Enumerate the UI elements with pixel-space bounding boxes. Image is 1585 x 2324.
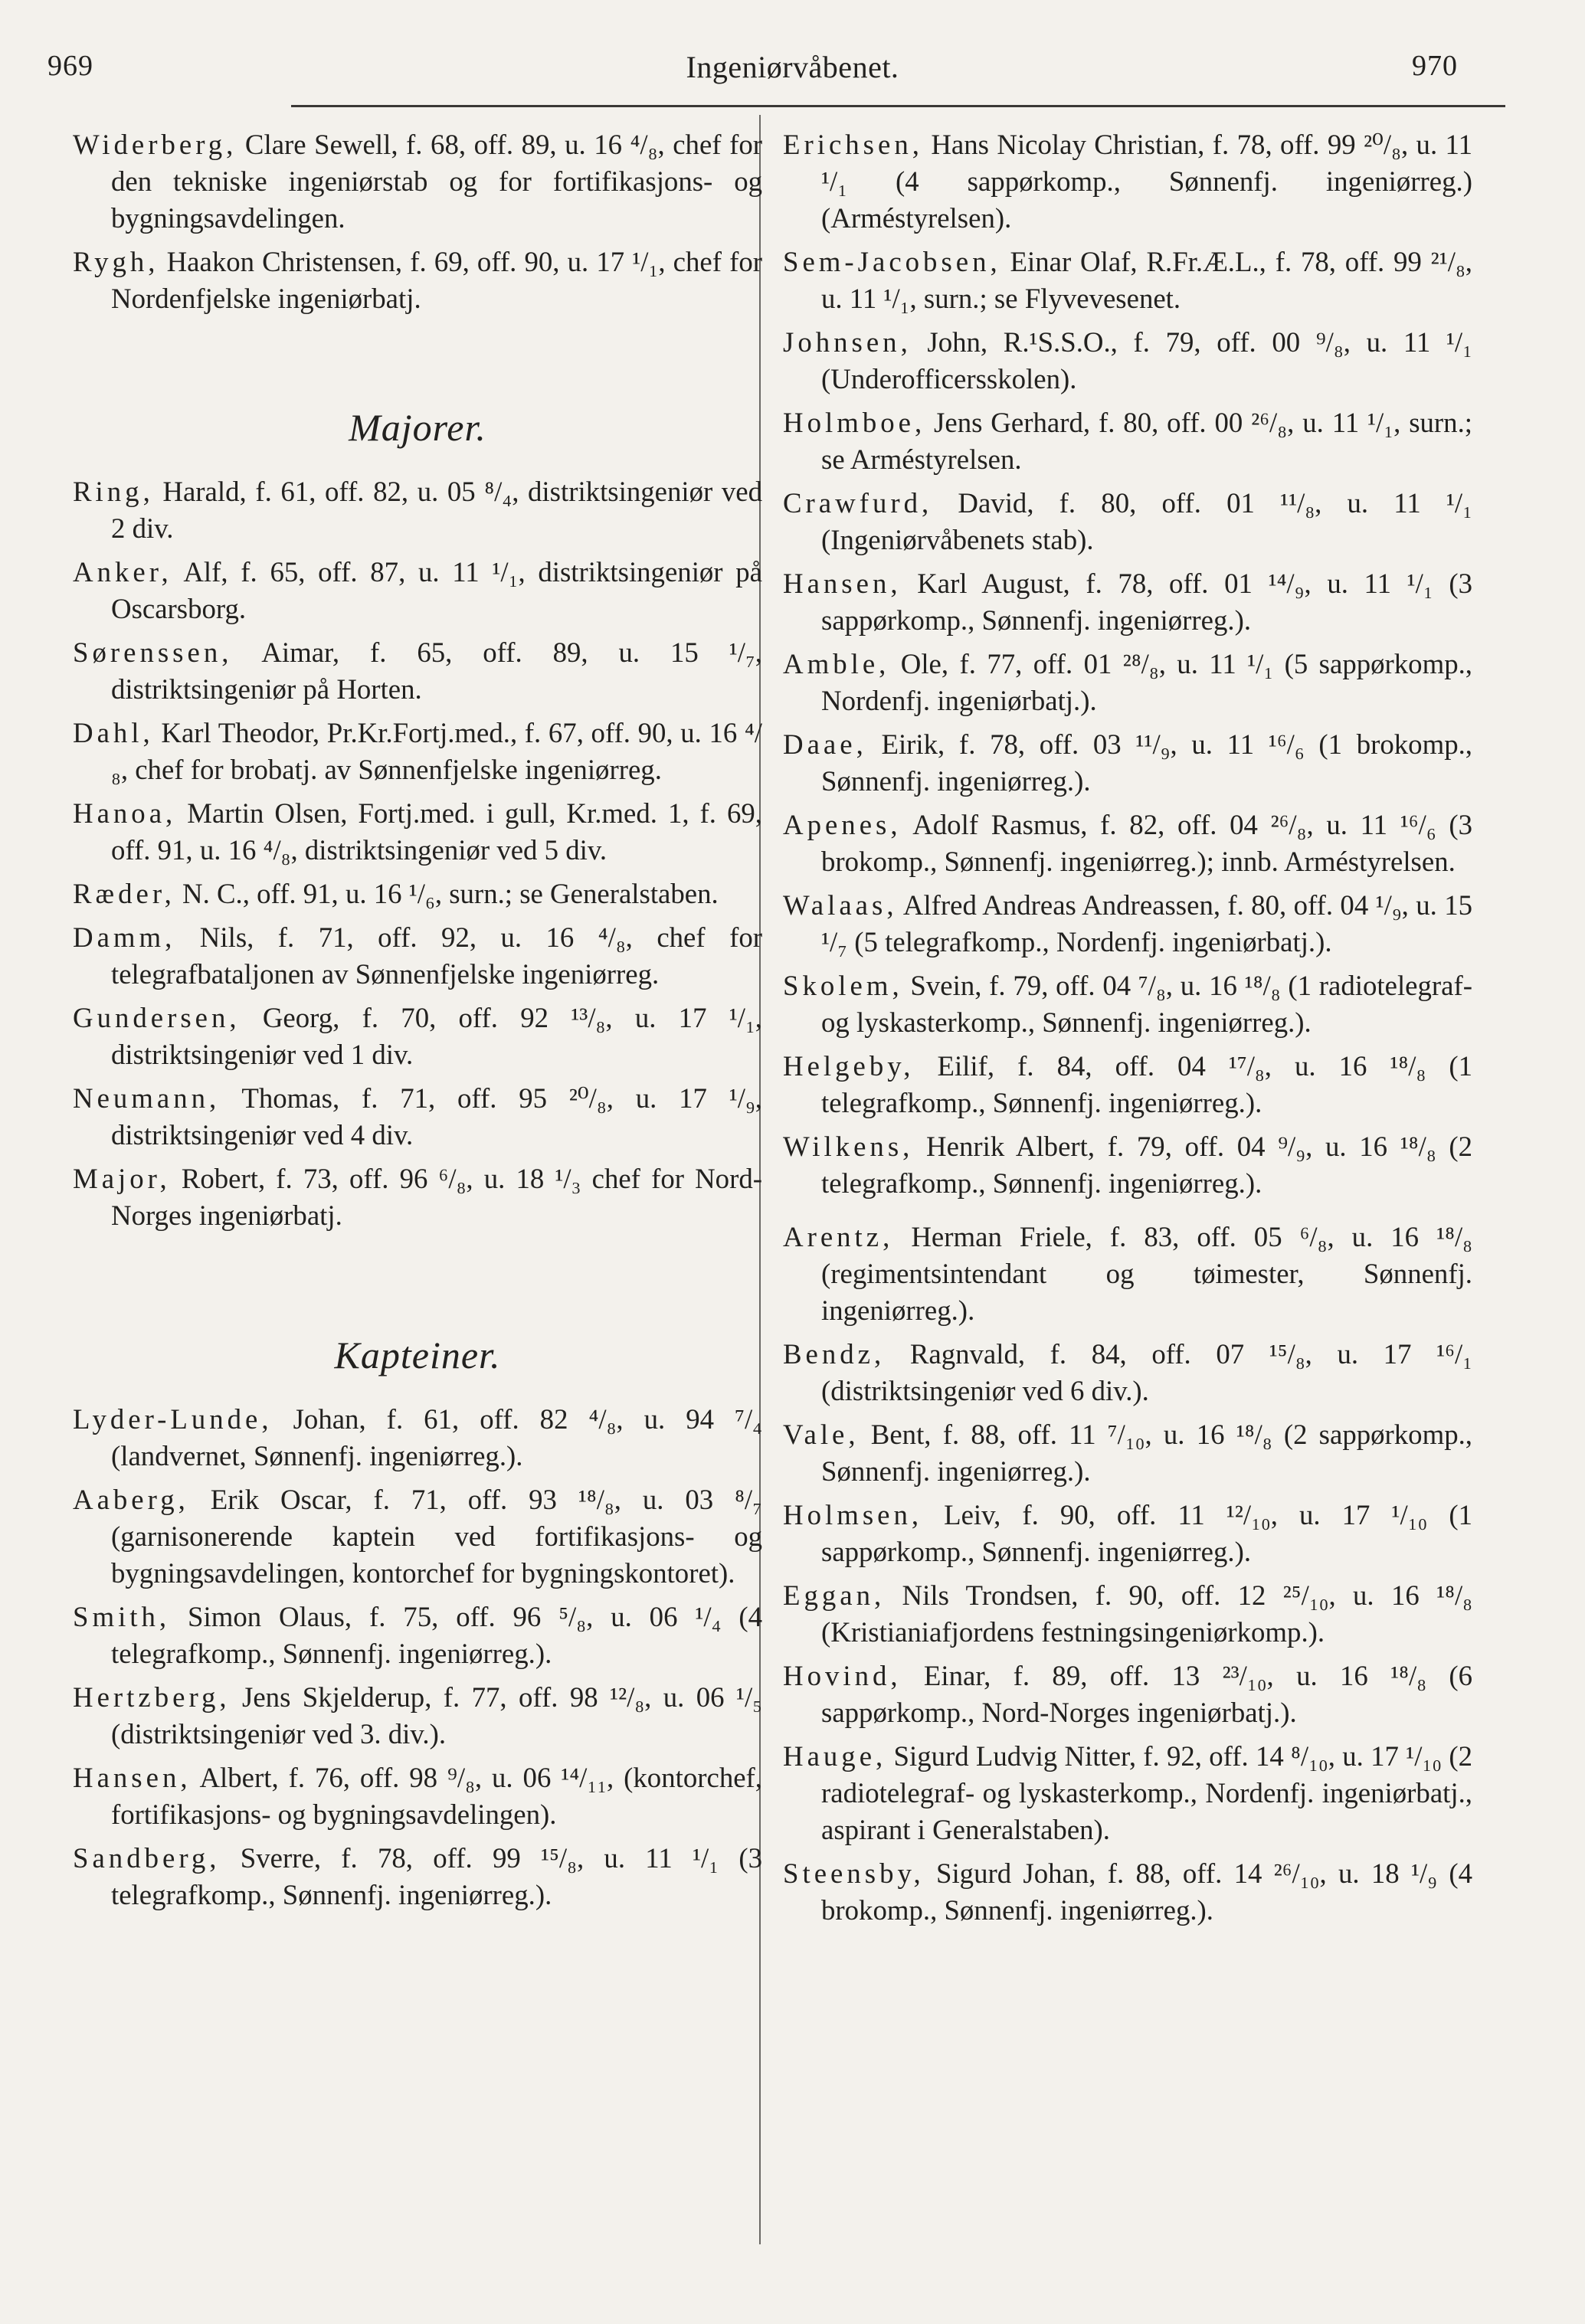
page-number-right: 970 [1412, 50, 1458, 82]
officer-surname: Hertzberg, [73, 1681, 231, 1713]
entry-details: Hans Nicolay Christian, f. 78, off. 99 ²⁰/₈, u. 11 ¹/₁ (4 sappørkomp., Sønnenfj. ingeniørreg.) (Arméstyrelsen). [821, 129, 1472, 234]
entry-details: Jens Skjelderup, f. 77, off. 98 ¹²/₈, u. 06 ¹/₅ (distriktsingeniør ved 3. div.). [111, 1681, 762, 1750]
entry-details: Leiv, f. 90, off. 11 ¹²/₁₀, u. 17 ¹/₁₀ (1 sappørkomp., Sønnenfj. ingeniørreg.). [821, 1499, 1472, 1567]
roster-entry [73, 554, 762, 627]
officer-surname: Hauge, [783, 1740, 887, 1772]
roster-entry [73, 715, 762, 788]
officer-surname: Lyder-Lunde, [73, 1403, 273, 1435]
entry-details: John, R.¹S.S.O., f. 79, off. 00 ⁹/₈, u. 11 ¹/₁ (Underofficersskolen). [821, 326, 1472, 394]
roster-entry [73, 244, 762, 317]
roster-entry [783, 485, 1472, 558]
officer-surname: Widerberg, [73, 129, 237, 160]
officer-surname: Holmsen, [783, 1499, 923, 1530]
entry-details: Clare Sewell, f. 68, off. 89, u. 16 ⁴/₈, chef for den tekniske ingeniørstab og for fortifikasjons- og bygningsavdelingen. [111, 129, 762, 234]
roster-entry [783, 967, 1472, 1041]
entry-details: Johan, f. 61, off. 82 ⁴/₈, u. 94 ⁷/₄ (landvernet, Sønnenfj. ingeniørreg.). [111, 1403, 762, 1471]
entry-details: Henrik Albert, f. 79, off. 04 ⁹/₉, u. 16 ¹⁸/₈ (2 telegrafkomp., Sønnenfj. ingeniørreg.). [821, 1131, 1472, 1199]
entry-details: Adolf Rasmus, f. 82, off. 04 ²⁶/₈, u. 11 ¹⁶/₆ (3 brokomp., Sønnenfj. ingeniørreg.); innb. Arméstyrelsen. [821, 809, 1472, 877]
roster-entry [73, 1481, 762, 1592]
roster-entry [73, 876, 762, 912]
roster-entry [73, 1759, 762, 1833]
roster-entry [73, 1401, 762, 1475]
officer-surname: Skolem, [783, 970, 903, 1001]
entry-details: Simon Olaus, f. 75, off. 96 ⁵/₈, u. 06 ¹/₄ (4 telegrafkomp., Sønnenfj. ingeniørreg.). [111, 1601, 762, 1669]
entry-details: Georg, f. 70, off. 92 ¹³/₈, u. 17 ¹/₁, distriktsingeniør ved 1 div. [111, 1002, 762, 1070]
roster-entry [73, 1160, 762, 1234]
officer-surname: Hansen, [73, 1762, 192, 1793]
entry-details: Erik Oscar, f. 71, off. 93 ¹⁸/₈, u. 03 ⁸/₇ (garnisonerende kaptein ved fortifikasjons- og bygningsavdelingen, kontorchef for bygningskontoret). [111, 1484, 762, 1589]
officer-surname: Vale, [783, 1419, 860, 1450]
entry-details: Aimar, f. 65, off. 89, u. 15 ¹/₇, distriktsingeniør på Horten. [111, 637, 762, 705]
entry-details: Ragnvald, f. 84, off. 07 ¹⁵/₈, u. 17 ¹⁶/₁ (distriktsingeniør ved 6 div.). [821, 1338, 1472, 1406]
running-title: Ingeniørvåbenet. [686, 50, 899, 84]
entry-details: Svein, f. 79, off. 04 ⁷/₈, u. 16 ¹⁸/₈ (1 radiotelegraf- og lyskasterkomp., Sønnenfj. ingeniørreg.). [821, 970, 1472, 1038]
roster-entry [783, 887, 1472, 961]
left-column [73, 126, 762, 1920]
entry-details: Nils, f. 71, off. 92, u. 16 ⁴/₈, chef for telegrafbataljonen av Sønnenfjelske ingeniørreg. [111, 921, 762, 990]
roster-entry [783, 1497, 1472, 1570]
officer-surname: Apenes, [783, 809, 902, 840]
entry-details: Jens Gerhard, f. 80, off. 00 ²⁶/₈, u. 11 ¹/₁, surn.; se Arméstyrelsen. [821, 407, 1472, 475]
roster-entry [783, 126, 1472, 237]
officer-surname: Eggan, [783, 1579, 886, 1611]
roster-entry [783, 807, 1472, 880]
roster-entry [783, 404, 1472, 478]
roster-entry [783, 324, 1472, 398]
roster-entry [73, 473, 762, 547]
officer-surname: Smith, [73, 1601, 171, 1632]
entry-details: Einar, f. 89, off. 13 ²³/₁₀, u. 16 ¹⁸/₈ (6 sappørkomp., Nord-Norges ingeniørbatj.). [821, 1660, 1472, 1728]
roster-entry [783, 1219, 1472, 1329]
officer-surname: Walaas, [783, 889, 898, 921]
entry-details: Eilif, f. 84, off. 04 ¹⁷/₈, u. 16 ¹⁸/₈ (1 telegrafkomp., Sønnenfj. ingeniørreg.). [821, 1050, 1472, 1118]
roster-entry [783, 1738, 1472, 1848]
entry-details: David, f. 80, off. 01 ¹¹/₈, u. 11 ¹/₁ (Ingeniørvåbenets stab). [821, 487, 1472, 555]
officer-surname: Erichsen, [783, 129, 923, 160]
officer-surname: Arentz, [783, 1221, 894, 1252]
entry-details: Herman Friele, f. 83, off. 05 ⁶/₈, u. 16 ¹⁸/₈ (regimentsintendant og tøimester, Sønnenfj. ingeniørreg.). [821, 1221, 1472, 1326]
roster-entry [783, 244, 1472, 317]
entry-details: Thomas, f. 71, off. 95 ²⁰/₈, u. 17 ¹/₉, distriktsingeniør ved 4 div. [111, 1082, 762, 1151]
roster-entry [73, 1000, 762, 1073]
officer-surname: Rygh, [73, 246, 159, 277]
entry-details: Ole, f. 77, off. 01 ²⁸/₈, u. 11 ¹/₁ (5 sappørkomp., Nordenfj. ingeniørbatj.). [821, 648, 1472, 716]
right-column [783, 126, 1472, 1936]
entry-details: Albert, f. 76, off. 98 ⁹/₈, u. 06 ¹⁴/₁₁, (kontorchef, fortifikasjons- og bygningsavdelingen). [111, 1762, 762, 1830]
header-rule [291, 105, 1505, 107]
roster-entry [783, 646, 1472, 719]
roster-entry [783, 1416, 1472, 1490]
officer-surname: Hovind, [783, 1660, 902, 1691]
entry-details: Robert, f. 73, off. 96 ⁶/₈, u. 18 ¹/₃ chef for Nord-Norges ingeniørbatj. [111, 1163, 762, 1231]
officer-surname: Major, [73, 1163, 171, 1194]
officer-surname: Ræder, [73, 878, 175, 909]
roster-entry [783, 1577, 1472, 1651]
officer-surname: Daae, [783, 728, 867, 760]
officer-surname: Ring, [73, 476, 154, 507]
roster-entry [783, 1048, 1472, 1121]
officer-surname: Steensby, [783, 1858, 925, 1889]
entry-details: Alf, f. 65, off. 87, u. 11 ¹/₁, distriktsingeniør på Oscarsborg. [111, 556, 762, 624]
roster-entry [783, 565, 1472, 639]
section-heading-kapteiner: Kapteiner. [334, 1334, 501, 1376]
section-heading-majorer: Majorer. [349, 406, 486, 449]
roster-entry [73, 1840, 762, 1913]
entry-details: Sverre, f. 78, off. 99 ¹⁵/₈, u. 11 ¹/₁ (3 telegrafkomp., Sønnenfj. ingeniørreg.). [111, 1842, 762, 1910]
roster-entry [73, 1599, 762, 1672]
roster-entry [783, 1658, 1472, 1731]
roster-entry [73, 126, 762, 237]
officer-surname: Hanoa, [73, 797, 177, 829]
officer-surname: Helgeby, [783, 1050, 915, 1082]
roster-entry [73, 1080, 762, 1154]
entry-details: Haakon Christensen, f. 69, off. 90, u. 17 ¹/₁, chef for Nordenfjelske ingeniørbatj. [111, 246, 762, 314]
officer-surname: Sandberg, [73, 1842, 221, 1874]
entry-details: Karl Theodor, Pr.Kr.Fortj.med., f. 67, off. 90, u. 16 ⁴/₈, chef for brobatj. av Sønnenfjelske ingeniørreg. [111, 717, 762, 785]
entry-details: Sigurd Ludvig Nitter, f. 92, off. 14 ⁸/₁₀, u. 17 ¹/₁₀ (2 radiotelegraf- og lyskasterkomp., Nordenfj. ingeniørbatj., aspirant i Generalstaben). [821, 1740, 1472, 1845]
officer-surname: Sem-Jacobsen, [783, 246, 1001, 277]
entry-details: Alfred Andreas Andreassen, f. 80, off. 04 ¹/₉, u. 15 ¹/₇ (5 telegrafkomp., Nordenfj. ingeniørbatj.). [821, 889, 1472, 957]
roster-entry [73, 919, 762, 993]
officer-surname: Wilkens, [783, 1131, 914, 1162]
officer-surname: Gundersen, [73, 1002, 241, 1033]
roster-entry [73, 634, 762, 708]
entry-details: Eirik, f. 78, off. 03 ¹¹/₉, u. 11 ¹⁶/₆ (1 brokomp., Sønnenfj. ingeniørreg.). [821, 728, 1472, 797]
officer-surname: Sørenssen, [73, 637, 233, 668]
roster-entry [73, 795, 762, 869]
entry-details: Nils Trondsen, f. 90, off. 12 ²⁵/₁₀, u. 16 ¹⁸/₈ (Kristianiafjordens festningsingeniørkomp.). [821, 1579, 1472, 1648]
page-number-left: 969 [47, 50, 93, 82]
officer-surname: Holmboe, [783, 407, 926, 438]
roster-entry [783, 1855, 1472, 1929]
entry-details: N. C., off. 91, u. 16 ¹/₆, surn.; se Generalstaben. [175, 878, 719, 909]
roster-entry [73, 1679, 762, 1753]
officer-surname: Hansen, [783, 568, 902, 599]
officer-surname: Anker, [73, 556, 172, 588]
roster-entry [783, 1336, 1472, 1409]
entry-details: Harald, f. 61, off. 82, u. 05 ⁸/₄, distriktsingeniør ved 2 div. [111, 476, 762, 544]
officer-surname: Aaberg, [73, 1484, 189, 1515]
officer-surname: Neumann, [73, 1082, 221, 1114]
roster-entry [783, 1128, 1472, 1202]
officer-surname: Johnsen, [783, 326, 912, 358]
entry-details: Sigurd Johan, f. 88, off. 14 ²⁶/₁₀, u. 18 ¹/₉ (4 brokomp., Sønnenfj. ingeniørreg.). [821, 1858, 1472, 1926]
entry-details: Martin Olsen, Fortj.med. i gull, Kr.med. 1, f. 69, off. 91, u. 16 ⁴/₈, distriktsingeniør ved 5 div. [111, 797, 762, 866]
entry-details: Einar Olaf, R.Fr.Æ.L., f. 78, off. 99 ²¹/₈, u. 11 ¹/₁, surn.; se Flyvevesenet. [821, 246, 1472, 314]
officer-surname: Dahl, [73, 717, 154, 748]
officer-surname: Amble, [783, 648, 890, 679]
entry-details: Karl August, f. 78, off. 01 ¹⁴/₉, u. 11 ¹/₁ (3 sappørkomp., Sønnenfj. ingeniørreg.). [821, 568, 1472, 636]
officer-surname: Damm, [73, 921, 176, 953]
officer-surname: Crawfurd, [783, 487, 933, 519]
officer-surname: Bendz, [783, 1338, 886, 1370]
entry-details: Bent, f. 88, off. 11 ⁷/₁₀, u. 16 ¹⁸/₈ (2 sappørkomp., Sønnenfj. ingeniørreg.). [821, 1419, 1472, 1487]
roster-entry [783, 726, 1472, 800]
